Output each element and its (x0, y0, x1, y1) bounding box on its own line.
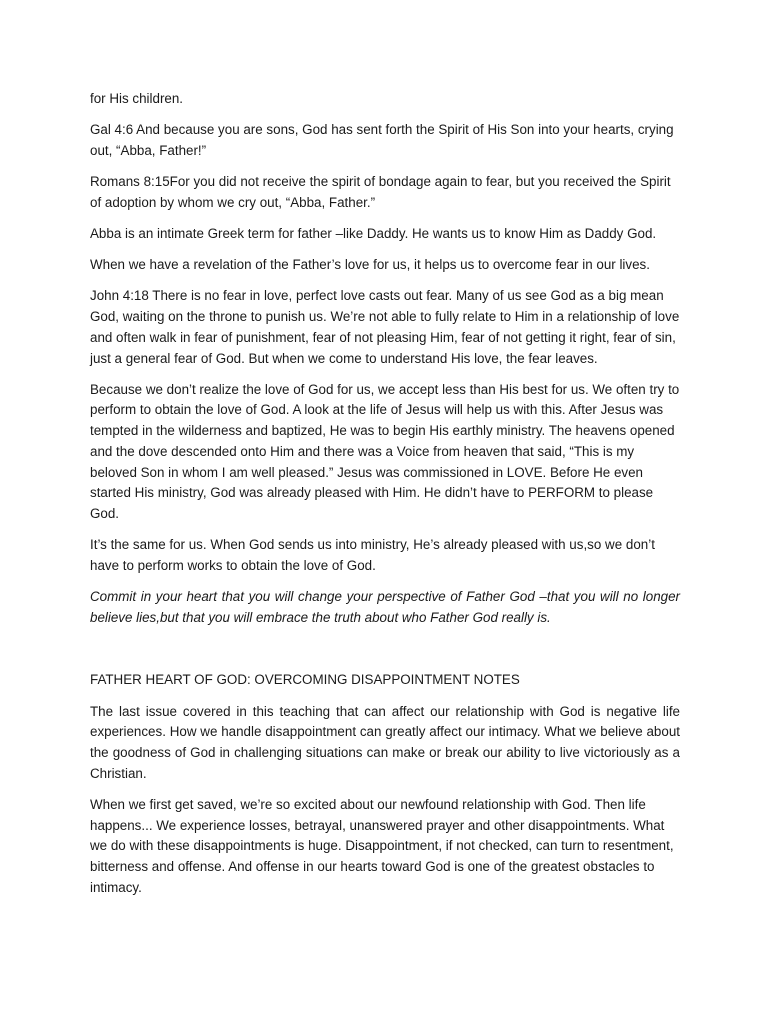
paragraph-abba-definition: Abba is an intimate Greek term for father –like Daddy. He wants us to know Him as Daddy God. (90, 226, 657, 242)
paragraph-gal-4-6: Gal 4:6 And because you are sons, God has sent forth the Spirit of His Son into your hearts, crying out, “Abba, Father!” (90, 122, 674, 158)
paragraph-revelation: When we have a revelation of the Father’s love for us, it helps us to overcome fear in our lives. (90, 257, 650, 273)
paragraph-same-for-us: It’s the same for us. When God sends us into ministry, He’s already pleased with us,so we don’t have to perform works to obtain the love of God. (90, 537, 655, 573)
section-heading: FATHER HEART OF GOD: OVERCOMING DISAPPOINTMENT NOTES (90, 672, 520, 688)
paragraph-john-4-18: John 4:18 There is no fear in love, perfect love casts out fear. Many of us see God as a big mean God, waiting on the throne to punish us. We’re not able to fully relate to Him in a relationship of love and often walk in fear of punishment, fear of not pleasing Him, fear of not getting it right, fear of sin, just a general fear of God. But when we come to understand His love, the fear leaves. (90, 288, 680, 366)
paragraph-first-saved: When we first get saved, we’re so excited about our newfound relationship with God. Then life happens... We experience losses, betrayal, unanswered prayer and other disappointments. What we do with these disappointments is huge. Disappointment, if not checked, can turn to resentment, bitterness and offense. And offense in our hearts toward God is one of the greatest obstacles to intimacy. (90, 796, 674, 895)
paragraph-jesus-ministry: Because we don’t realize the love of God for us, we accept less than His best for us. We often try to perform to obtain the love of God. A look at the life of Jesus will help us with this. After Jesus was tempted in the wilderness and baptized, He was to begin His earthly ministry. The heavens opened and the dove descended onto Him and there was a Voice from heaven that said, “This is my beloved Son in whom I am well pleased.” Jesus was commissioned in LOVE. Before He even started His ministry, God was already pleased with Him. He didn’t have to PERFORM to please God. (90, 381, 680, 521)
paragraph-last-issue: The last issue covered in this teaching that can affect our relationship with God is negative life experiences. How we handle disappointment can greatly affect our intimacy. What we believe about the goodness of God in challenging situations can make or break our ability to live victoriously as a Christian. (90, 703, 680, 781)
paragraph-romans-8-15: Romans 8:15For you did not receive the spirit of bondage again to fear, but you received the Spirit of adoption by whom we cry out, “Abba, Father.” (90, 174, 671, 210)
document-page (90, 89, 680, 909)
paragraph-commit: Commit in your heart that you will change your perspective of Father God –that you will no longer believe lies,but that you will embrace the truth about who Father God really is. (90, 589, 680, 625)
paragraph-intro-fragment: for His children. (90, 91, 184, 106)
